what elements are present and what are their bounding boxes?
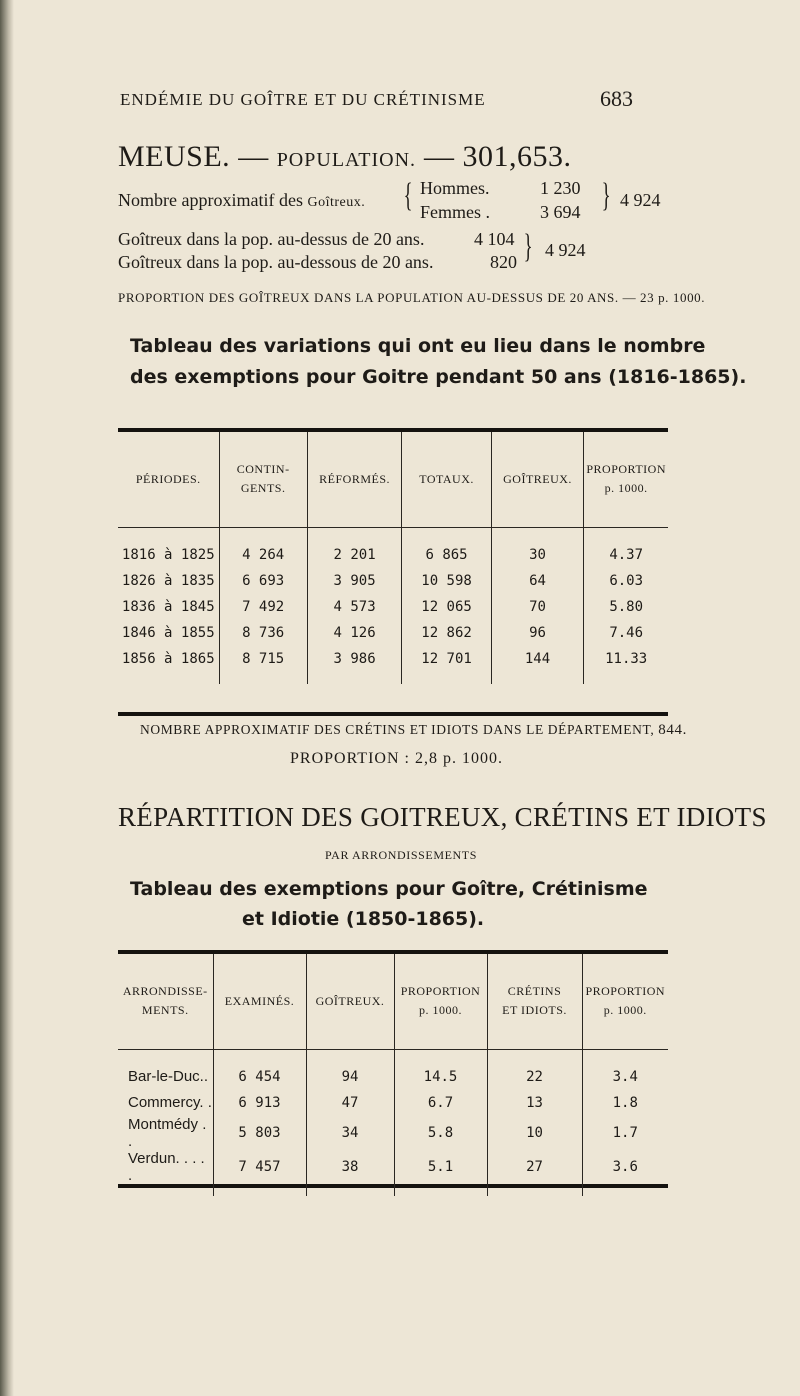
table-cell: 6 865 bbox=[402, 542, 491, 568]
hommes-label: Hommes. bbox=[420, 178, 490, 198]
table-cell: 38 bbox=[306, 1150, 394, 1184]
table-cell: 7 457 bbox=[213, 1150, 306, 1184]
table-row bbox=[118, 1150, 668, 1184]
table-cell: 6 693 bbox=[219, 568, 307, 594]
table2-frame bbox=[118, 950, 668, 1188]
repartition-subtitle: PAR ARRONDISSEMENTS bbox=[325, 848, 477, 862]
column-header: GOÎTREUX. bbox=[306, 954, 394, 1049]
column-header: RÉFORMÉS. bbox=[307, 432, 402, 527]
running-title: ENDÉMIE DU GOÎTRE ET DU CRÉTINISME bbox=[120, 90, 486, 109]
femmes-value: 3 694 bbox=[540, 202, 581, 222]
population-value: 301,653. bbox=[462, 140, 572, 173]
column-header: CONTIN- GENTS. bbox=[219, 432, 307, 527]
table-cell: 27 bbox=[487, 1150, 582, 1184]
variations-table bbox=[118, 432, 668, 684]
table-cell: 34 bbox=[306, 1116, 394, 1150]
table-cell: Verdun. . . . . bbox=[128, 1149, 205, 1184]
column-header: TOTAUX. bbox=[402, 432, 491, 527]
population-label: POPULATION. bbox=[276, 149, 417, 171]
cretins-count: NOMBRE APPROXIMATIF DES CRÉTINS ET IDIOTS DANS LE DÉPARTEMENT, 844. bbox=[140, 722, 687, 738]
table-cell: 14.5 bbox=[394, 1064, 487, 1090]
table-cell: Commercy. . bbox=[128, 1094, 212, 1111]
table-cell: 7 492 bbox=[219, 594, 307, 620]
table-row bbox=[118, 1090, 668, 1116]
table2-title-line2: et Idiotie (1850-1865). bbox=[242, 908, 485, 930]
table-cell: 11.33 bbox=[584, 646, 668, 672]
femmes-label: Femmes . bbox=[420, 202, 490, 222]
table-cell: 47 bbox=[306, 1090, 394, 1116]
table-cell: 6 913 bbox=[213, 1090, 306, 1116]
column-header: PÉRIODES. bbox=[118, 432, 219, 527]
table-cell: 4 573 bbox=[307, 594, 402, 620]
table-cell: 13 bbox=[487, 1090, 582, 1116]
table-cell: Bar-le-Duc.. bbox=[128, 1068, 209, 1085]
table-cell: 94 bbox=[306, 1064, 394, 1090]
table-cell: 5 803 bbox=[213, 1116, 306, 1150]
table-row bbox=[118, 594, 668, 620]
table-cell: 6.7 bbox=[394, 1090, 487, 1116]
table-cell: 64 bbox=[491, 568, 584, 594]
column-header: PROPORTION p. 1000. bbox=[394, 954, 487, 1049]
above-20-value: 4 104 bbox=[474, 229, 515, 249]
table-cell: 4 264 bbox=[219, 542, 307, 568]
table-cell: 3.6 bbox=[582, 1150, 668, 1184]
cretins-proportion: PROPORTION : 2,8 p. 1000. bbox=[290, 750, 503, 767]
table-header-row bbox=[118, 432, 668, 527]
table-cell: 2 201 bbox=[307, 542, 402, 568]
table-cell: 22 bbox=[487, 1064, 582, 1090]
left-brace: { bbox=[403, 177, 413, 214]
table-cell: 5.8 bbox=[394, 1116, 487, 1150]
table-cell: 3 905 bbox=[307, 568, 402, 594]
table-row bbox=[118, 542, 668, 568]
table-cell: 144 bbox=[491, 646, 584, 672]
table-cell: 5.80 bbox=[584, 594, 668, 620]
table-cell: 12 065 bbox=[402, 594, 491, 620]
table-cell: 8 736 bbox=[219, 620, 307, 646]
table-row bbox=[118, 1064, 668, 1090]
age-total: 4 924 bbox=[545, 240, 586, 260]
table-cell: 1846 à 1855 bbox=[121, 624, 215, 641]
below-20-label: Goîtreux dans la pop. au-dessous de 20 ans. bbox=[118, 252, 434, 272]
table-row bbox=[118, 646, 668, 672]
table-cell: 10 bbox=[487, 1116, 582, 1150]
below-20-value: 820 bbox=[490, 252, 517, 272]
goitreux-total: 4 924 bbox=[620, 190, 661, 210]
table-cell: 4 126 bbox=[307, 620, 402, 646]
table1-title-line1: Tableau des variations qui ont eu lieu dans le nombre bbox=[130, 335, 706, 357]
table-row bbox=[118, 1116, 668, 1150]
table-header-row bbox=[118, 954, 668, 1049]
goitreux-count-label: Nombre approximatif des Goîtreux. bbox=[118, 190, 366, 210]
table-cell: 6 454 bbox=[213, 1064, 306, 1090]
table-cell: 12 701 bbox=[402, 646, 491, 672]
table-cell: 4.37 bbox=[584, 542, 668, 568]
column-header: PROPORTION p. 1000. bbox=[582, 954, 668, 1049]
table-cell: 8 715 bbox=[219, 646, 307, 672]
table-cell: 3.4 bbox=[582, 1064, 668, 1090]
table-cell: 5.1 bbox=[394, 1150, 487, 1184]
table-cell: 6.03 bbox=[584, 568, 668, 594]
goitreux-proportion: PROPORTION DES GOÎTREUX DANS LA POPULATION AU-DESSUS DE 20 ANS. — 23 p. 1000. bbox=[118, 290, 706, 305]
table-cell: 1826 à 1835 bbox=[121, 572, 215, 589]
department-heading bbox=[118, 140, 572, 174]
table-cell: 70 bbox=[491, 594, 584, 620]
table-cell: 1836 à 1845 bbox=[121, 598, 215, 615]
table-row bbox=[118, 568, 668, 594]
table-cell: Montmédy . . bbox=[128, 1115, 207, 1150]
table-cell: 3 986 bbox=[307, 646, 402, 672]
right-brace: } bbox=[601, 177, 611, 214]
column-header: EXAMINÉS. bbox=[213, 954, 306, 1049]
table-cell: 12 862 bbox=[402, 620, 491, 646]
table-cell: 96 bbox=[491, 620, 584, 646]
hommes-value: 1 230 bbox=[540, 178, 581, 198]
page-edge-shadow bbox=[0, 0, 14, 1396]
column-header: PROPORTION p. 1000. bbox=[584, 432, 668, 527]
page-number: 683 bbox=[600, 86, 633, 111]
column-header: GOÎTREUX. bbox=[491, 432, 584, 527]
dash: — bbox=[238, 140, 269, 173]
table-cell: 1.8 bbox=[582, 1090, 668, 1116]
table-cell: 7.46 bbox=[584, 620, 668, 646]
table-cell: 10 598 bbox=[402, 568, 491, 594]
right-brace: } bbox=[523, 228, 533, 265]
column-header: ARRONDISSE- MENTS. bbox=[118, 954, 213, 1049]
exemptions-table bbox=[118, 954, 668, 1196]
table1-title-line2: des exemptions pour Goitre pendant 50 ans (1816-1865). bbox=[130, 366, 747, 388]
dash: — bbox=[424, 140, 455, 173]
table-cell: 1816 à 1825 bbox=[121, 546, 215, 563]
table2-title-line1: Tableau des exemptions pour Goître, Crétinisme bbox=[130, 878, 648, 900]
repartition-title: RÉPARTITION DES GOITREUX, CRÉTINS ET IDIOTS bbox=[118, 802, 767, 832]
table-row bbox=[118, 620, 668, 646]
table-cell: 1.7 bbox=[582, 1116, 668, 1150]
column-header: CRÉTINS ET IDIOTS. bbox=[487, 954, 582, 1049]
table-cell: 1856 à 1865 bbox=[121, 650, 215, 667]
table1-frame bbox=[118, 428, 668, 716]
above-20-label: Goîtreux dans la pop. au-dessus de 20 ans. bbox=[118, 229, 425, 249]
department-name: MEUSE. bbox=[118, 140, 231, 173]
table-cell: 30 bbox=[491, 542, 584, 568]
